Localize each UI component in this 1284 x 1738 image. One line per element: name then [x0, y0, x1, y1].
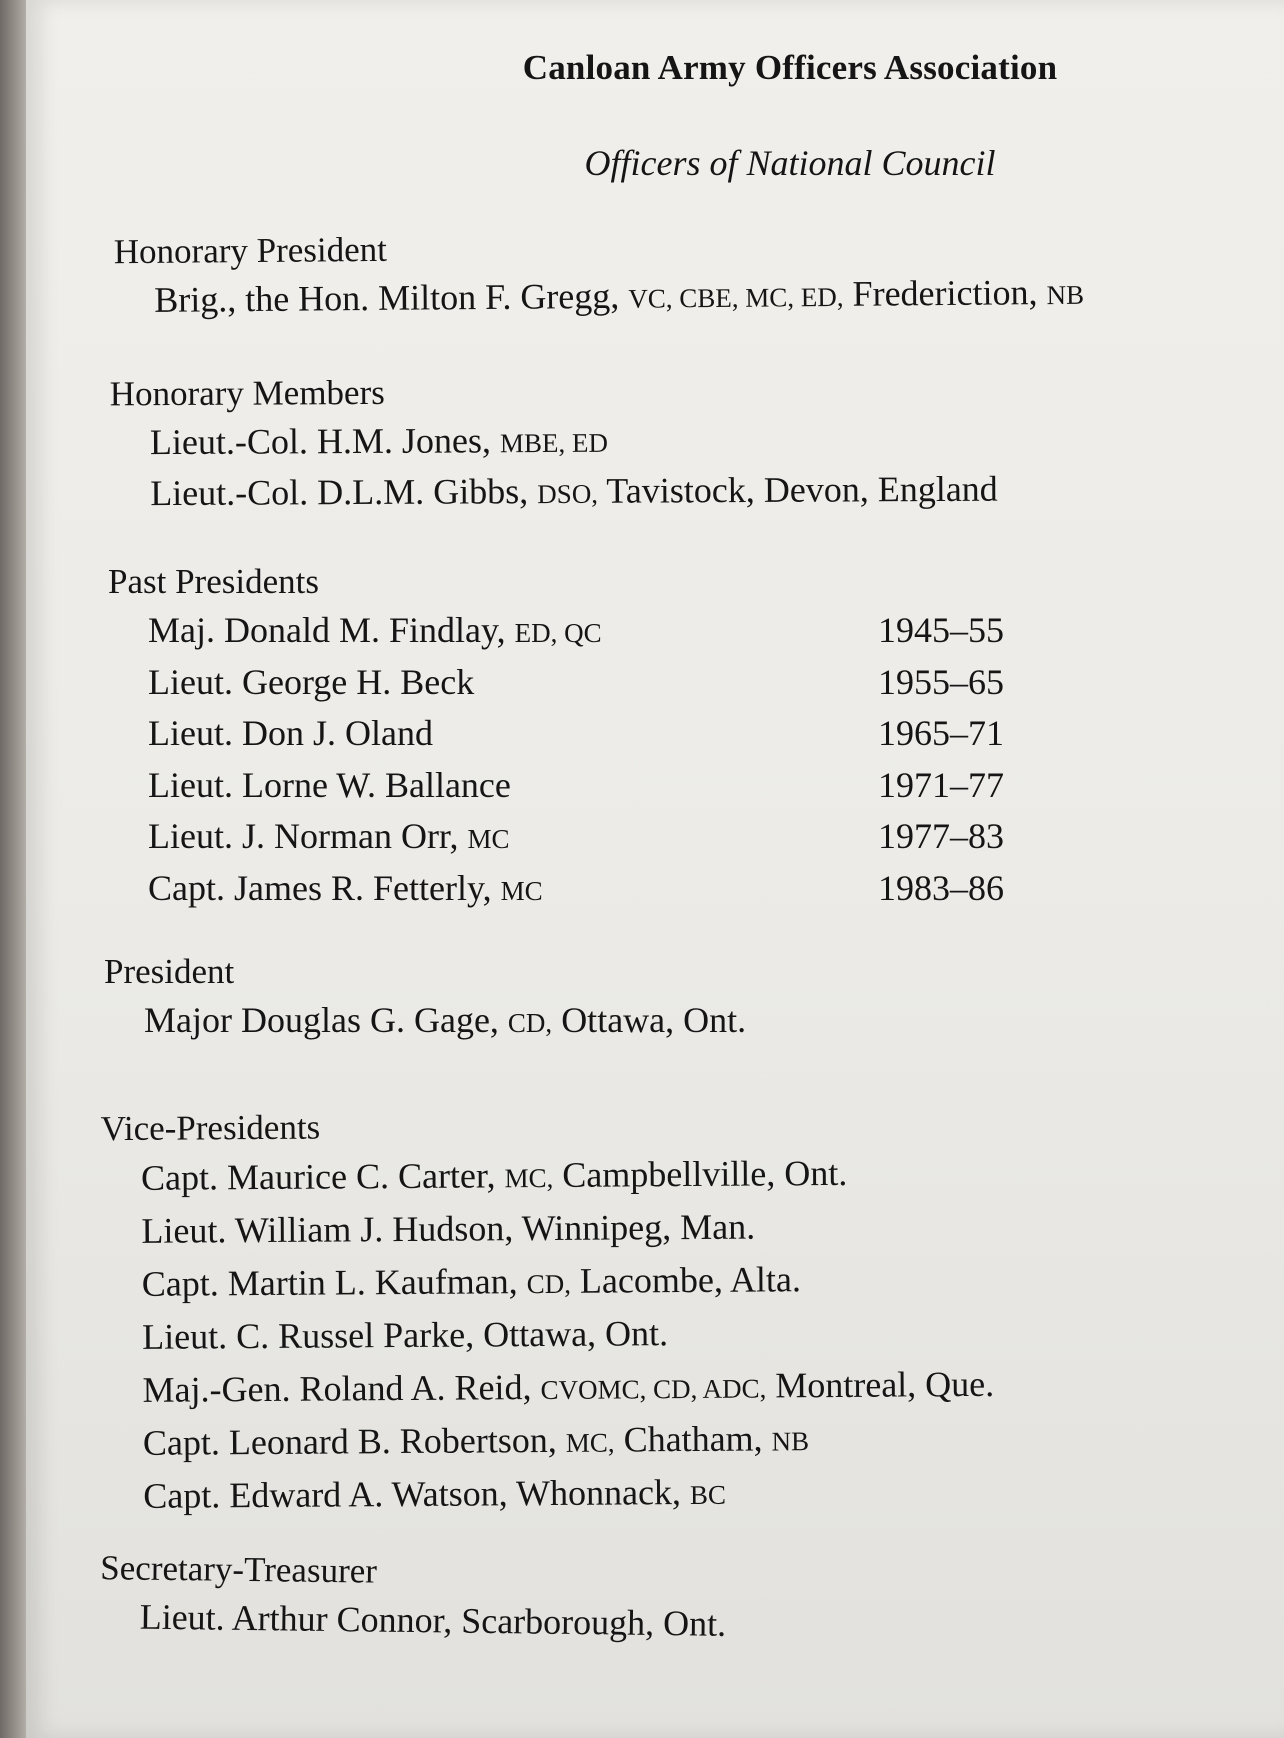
member-honours: CVOMC, CD, ADC,	[540, 1373, 767, 1406]
member-place: Ottawa, Ont.	[482, 1313, 669, 1355]
member-place: Scarborough, Ont.	[460, 1600, 727, 1644]
member-name: Lieut. William J. Hudson,	[141, 1208, 514, 1251]
list-item	[108, 864, 1004, 916]
list-item	[110, 465, 998, 521]
member-place: Frederiction,	[852, 272, 1038, 314]
list-item	[103, 1465, 995, 1524]
term-years: 1945–55	[878, 610, 1004, 650]
term-years: 1955–65	[878, 661, 1004, 702]
section-heading: Secretary-Treasurer	[100, 1548, 378, 1591]
section-heading: Vice-Presidents	[100, 1107, 321, 1149]
section-heading: Honorary President	[113, 229, 388, 272]
member-place-abbrev: NB	[771, 1426, 810, 1457]
list-item	[108, 658, 1004, 710]
member-name: Lieut. Arthur Connor,	[139, 1596, 453, 1641]
list-item	[102, 1253, 994, 1312]
honorary-president-entry	[114, 268, 1084, 327]
member-honours: MC	[467, 824, 510, 854]
term-years: 1965–71	[878, 713, 1004, 753]
member-name: Capt. Edward A. Watson,	[143, 1473, 508, 1516]
member-name: Brig., the Hon. Milton F. Gregg,	[154, 275, 620, 320]
section-heading: Past Presidents	[108, 562, 319, 601]
list-item	[108, 812, 1004, 864]
list-item	[103, 1412, 995, 1471]
member-name: Lieut. George H. Beck	[148, 661, 475, 702]
member-name: Maj.-Gen. Roland A. Reid,	[142, 1367, 532, 1410]
member-honours: DSO,	[537, 478, 599, 510]
list-item	[108, 606, 1004, 658]
list-item	[101, 1147, 993, 1206]
list-item	[110, 414, 998, 470]
vice-presidents-section	[101, 1099, 996, 1524]
member-honours: MC,	[504, 1162, 554, 1194]
term-years: 1977–83	[878, 816, 1004, 856]
member-name: Lieut.-Col. H.M. Jones,	[149, 420, 492, 463]
member-name: Lieut. C. Russel Parke,	[142, 1314, 475, 1357]
member-place: Ottawa, Ont.	[561, 1000, 747, 1040]
member-name: Capt. Leonard B. Robertson,	[142, 1419, 557, 1463]
member-name: Lieut. Lorne W. Ballance	[148, 764, 511, 805]
past-presidents-section	[108, 558, 1004, 915]
president-section	[104, 948, 746, 1047]
book-page	[26, 0, 1284, 1738]
member-place: Whonnack,	[515, 1472, 682, 1514]
member-honours: VC, CBE, MC, ED,	[628, 281, 844, 314]
member-place-abbrev: NB	[1046, 279, 1085, 311]
member-name: Lieut. Don J. Oland	[148, 713, 433, 753]
member-honours: MBE, ED	[499, 427, 609, 459]
member-place: Montreal, Que.	[775, 1363, 995, 1406]
term-years: 1983–86	[878, 867, 1004, 908]
list-item	[108, 761, 1004, 813]
list-item	[102, 1306, 994, 1365]
member-place: Tavistock, Devon, England	[606, 468, 998, 511]
member-name: Lieut. J. Norman Orr,	[148, 816, 459, 856]
member-honours: MC	[500, 875, 543, 906]
page-title: Canloan Army Officers Association	[522, 48, 1058, 87]
list-item	[101, 1200, 993, 1259]
term-years: 1971–77	[878, 764, 1004, 805]
honorary-members-section	[110, 366, 998, 521]
member-name: Major Douglas G. Gage,	[144, 1000, 499, 1040]
member-name: Capt. Maurice C. Carter,	[140, 1155, 496, 1198]
member-place-abbrev: BC	[689, 1479, 727, 1511]
member-name: Maj. Donald M. Findlay,	[148, 610, 506, 650]
honorary-president-section	[114, 220, 1085, 327]
member-honours: MC,	[565, 1427, 615, 1458]
secretary-treasurer-section	[99, 1544, 727, 1648]
member-name: Capt. James R. Fetterly,	[148, 867, 492, 908]
member-place: Chatham,	[623, 1418, 763, 1460]
secretary-treasurer-entry	[99, 1592, 726, 1648]
section-heading: Honorary Members	[109, 372, 385, 414]
member-honours: CD,	[526, 1268, 572, 1300]
member-honours: CD,	[507, 1008, 553, 1038]
member-name: Lieut.-Col. D.L.M. Gibbs,	[150, 471, 529, 514]
member-honours: ED, QC	[514, 618, 602, 648]
member-place: Campbellville, Ont.	[562, 1152, 848, 1195]
page-subtitle: Officers of National Council	[584, 143, 996, 183]
list-item	[108, 709, 1004, 761]
member-place: Winnipeg, Man.	[521, 1206, 756, 1249]
section-heading: President	[104, 952, 235, 991]
member-place: Lacombe, Alta.	[579, 1259, 802, 1301]
list-item	[102, 1359, 994, 1418]
president-entry	[104, 996, 746, 1047]
member-name: Capt. Martin L. Kaufman,	[141, 1261, 518, 1304]
